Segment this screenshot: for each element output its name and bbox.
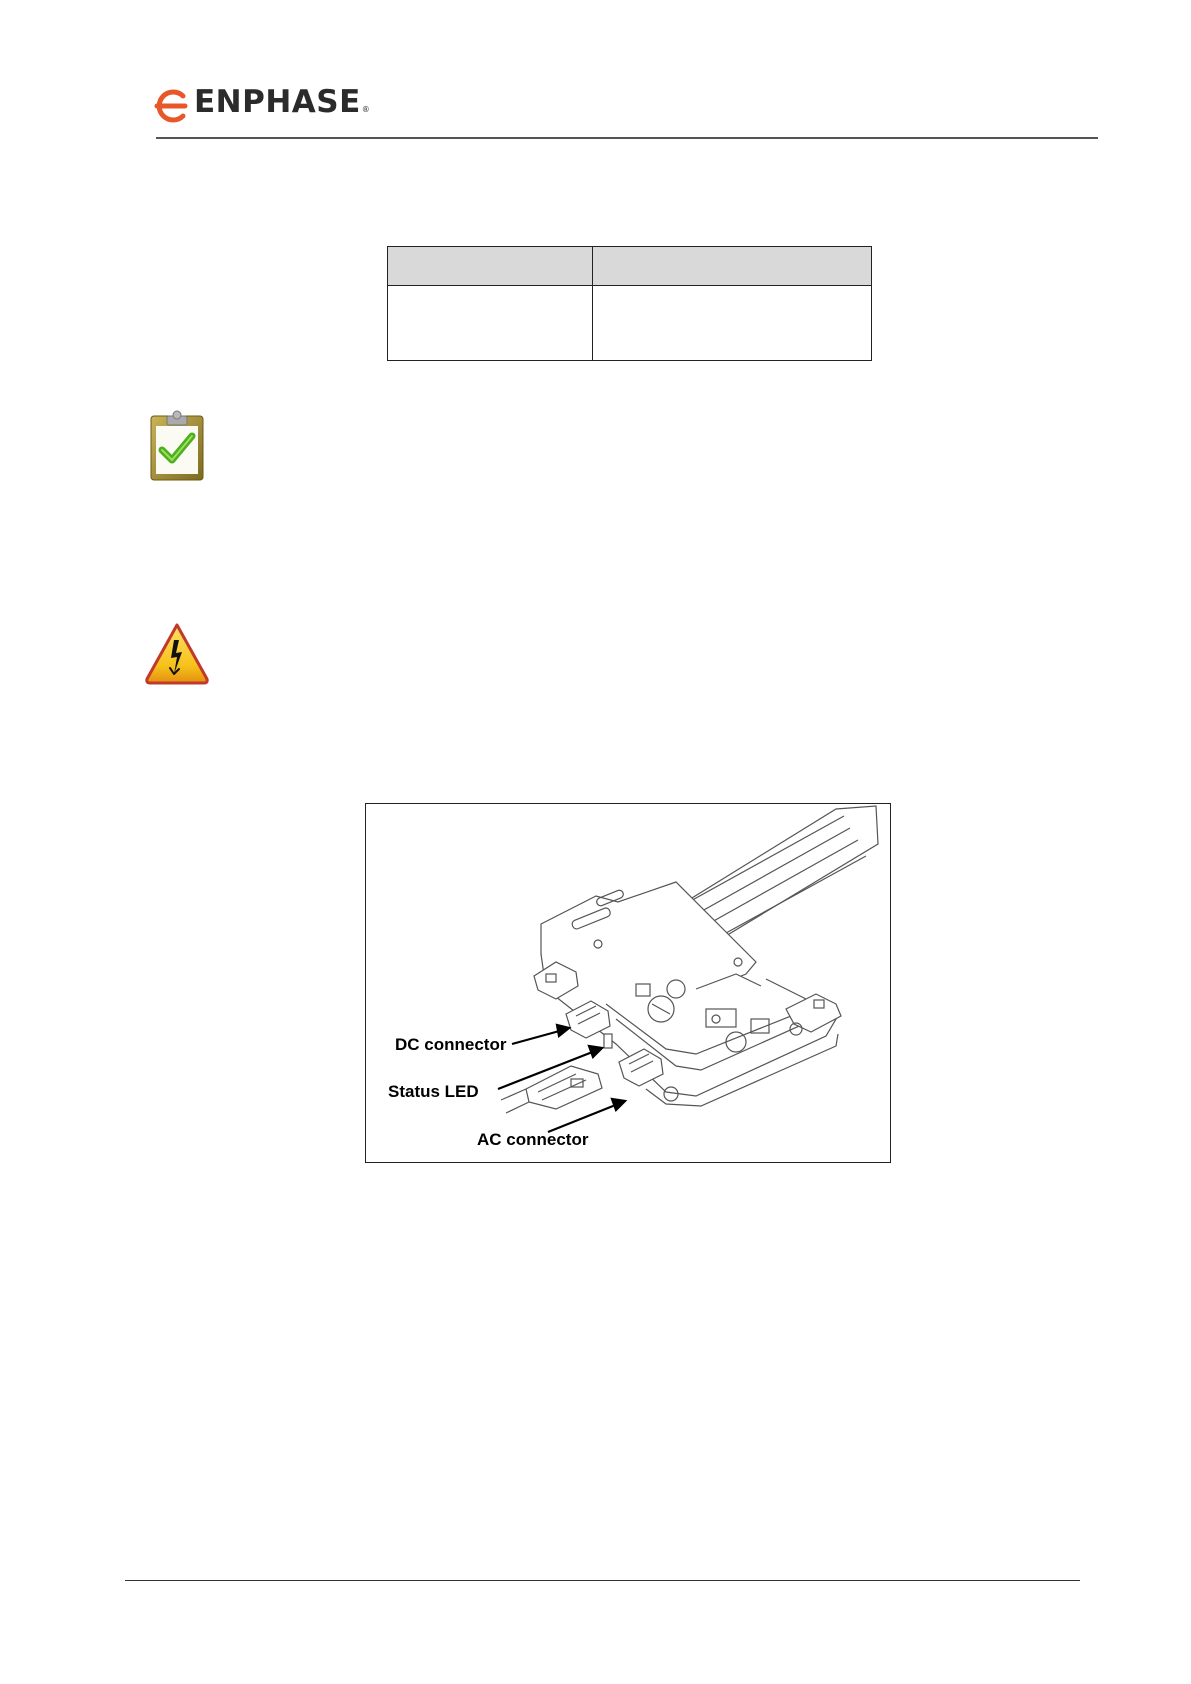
footer-divider <box>125 1580 1080 1581</box>
table-header-row <box>388 247 872 286</box>
table-cell <box>593 286 872 361</box>
electrical-hazard-icon <box>144 622 210 686</box>
table-row <box>388 286 872 361</box>
enphase-logo-icon <box>152 86 188 126</box>
table-header-cell <box>388 247 593 286</box>
table-cell <box>388 286 593 361</box>
spec-table <box>387 246 872 361</box>
microinverter-figure <box>365 803 891 1163</box>
table-header-cell <box>593 247 872 286</box>
ac-connector-label: AC connector <box>477 1130 589 1149</box>
enphase-logo <box>152 82 370 130</box>
microinverter-drawing <box>366 804 891 1163</box>
status-led-label: Status LED <box>388 1082 479 1101</box>
dc-connector-label: DC connector <box>395 1035 507 1054</box>
logo-wordmark: ENPHASE® <box>194 84 371 120</box>
header-divider <box>156 137 1098 139</box>
clipboard-check-icon <box>148 410 206 484</box>
registered-mark: ® <box>361 105 371 114</box>
